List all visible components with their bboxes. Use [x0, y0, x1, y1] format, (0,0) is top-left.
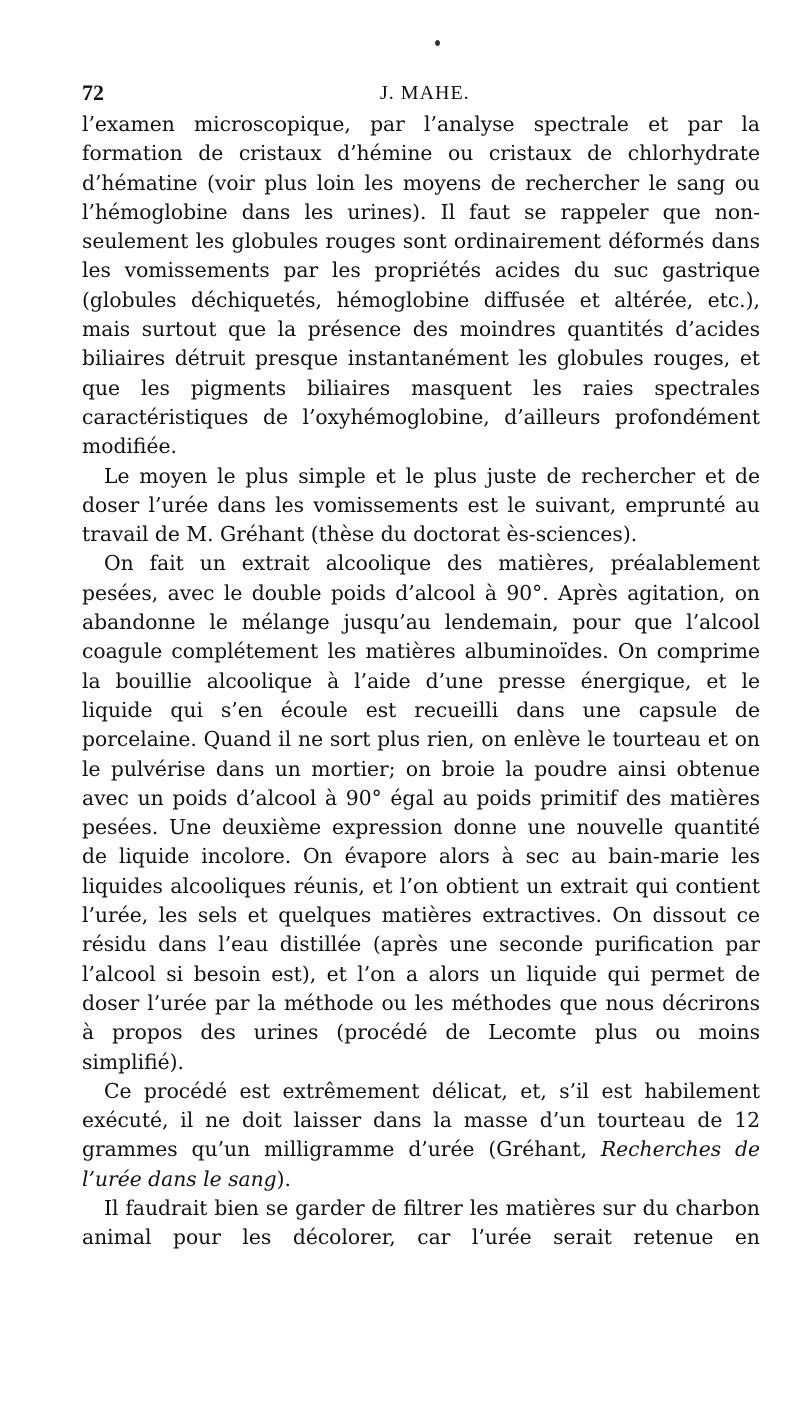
body-text [82, 110, 760, 1253]
paragraph-2: Le moyen le plus simple et le plus juste de rechercher et de doser l’urée dans les vomissements est le suivant, emprunté au travail de M. Gréhant (thèse du doctorat ès-sciences). [82, 463, 760, 547]
paragraph-4-main: Ce procédé est extrêmement délicat, et, s’il est habilement exécuté, il ne doit laisser dans la masse d’un tourteau de 12 grammes qu’un milligramme d’urée (Gréhant, [82, 1078, 760, 1162]
citation-title: Recherches de l’urée dans le sang [82, 1137, 760, 1191]
paragraph-1: l’examen microscopique, par l’analyse spectrale et par la formation de cristaux d’hémine ou cristaux de chlorhydrate d’hématine (voir plus loin les moyens de rechercher le sang ou l’hémoglobine dans les urines). Il faut se rappeler que non-seulement les globules rouges sont ordinairement déformés dans les vomissements par les propriétés acides du suc gastrique (globules déchiquetés, hémoglobine diffusée et altérée, etc.), mais surtout que la présence des moindres quantités d’acides biliaires détruit presque instantanément les globules rouges, et que les pigments biliaires masquent les raies spectrales caractéristiques de l’oxyhémoglobine, d’ailleurs profondément modifiée. [82, 112, 760, 459]
paragraph-5: Il faudrait bien se garder de filtrer les matières sur du charbon animal pour les décolorer, car l’urée serait retenue en [82, 1195, 760, 1250]
page-header [82, 80, 760, 110]
paragraph-4 [82, 1077, 760, 1194]
page-number: 72 [82, 80, 104, 105]
paragraph-4-end: ). [276, 1166, 291, 1191]
ink-speck [435, 40, 440, 46]
running-head: J. MAHE. [380, 82, 470, 104]
paragraph-3: On fait un extrait alcoolique des matières, préalablement pesées, avec le double poids d’alcool à 90°. Après agitation, on abandonne le mélange jusqu’au lendemain, pour que l’alcool coagule complétement les matières albuminoïdes. On comprime la bouillie alcoolique à l’aide d’une presse énergique, et le liquide qui s’en écoule est recueilli dans une capsule de porcelaine. Quand il ne sort plus rien, on enlève le tourteau et on le pulvérise dans un mortier; on broie la poudre ainsi obtenue avec un poids d’alcool à 90° égal au poids primitif des matières pesées. Une deuxième expression donne une nouvelle quantité de liquide incolore. On évapore alors à sec au bain-marie les liquides alcooliques réunis, et l’on obtient un extrait qui contient l’urée, les sels et quelques matières extractives. On dissout ce résidu dans l’eau distillée (après une seconde purification par l’alcool si besoin est), et l’on a alors un liquide qui permet de doser l’urée par la méthode ou les méthodes que nous décrirons à propos des urines (procédé de Lecomte plus ou moins simplifié). [82, 551, 760, 1074]
